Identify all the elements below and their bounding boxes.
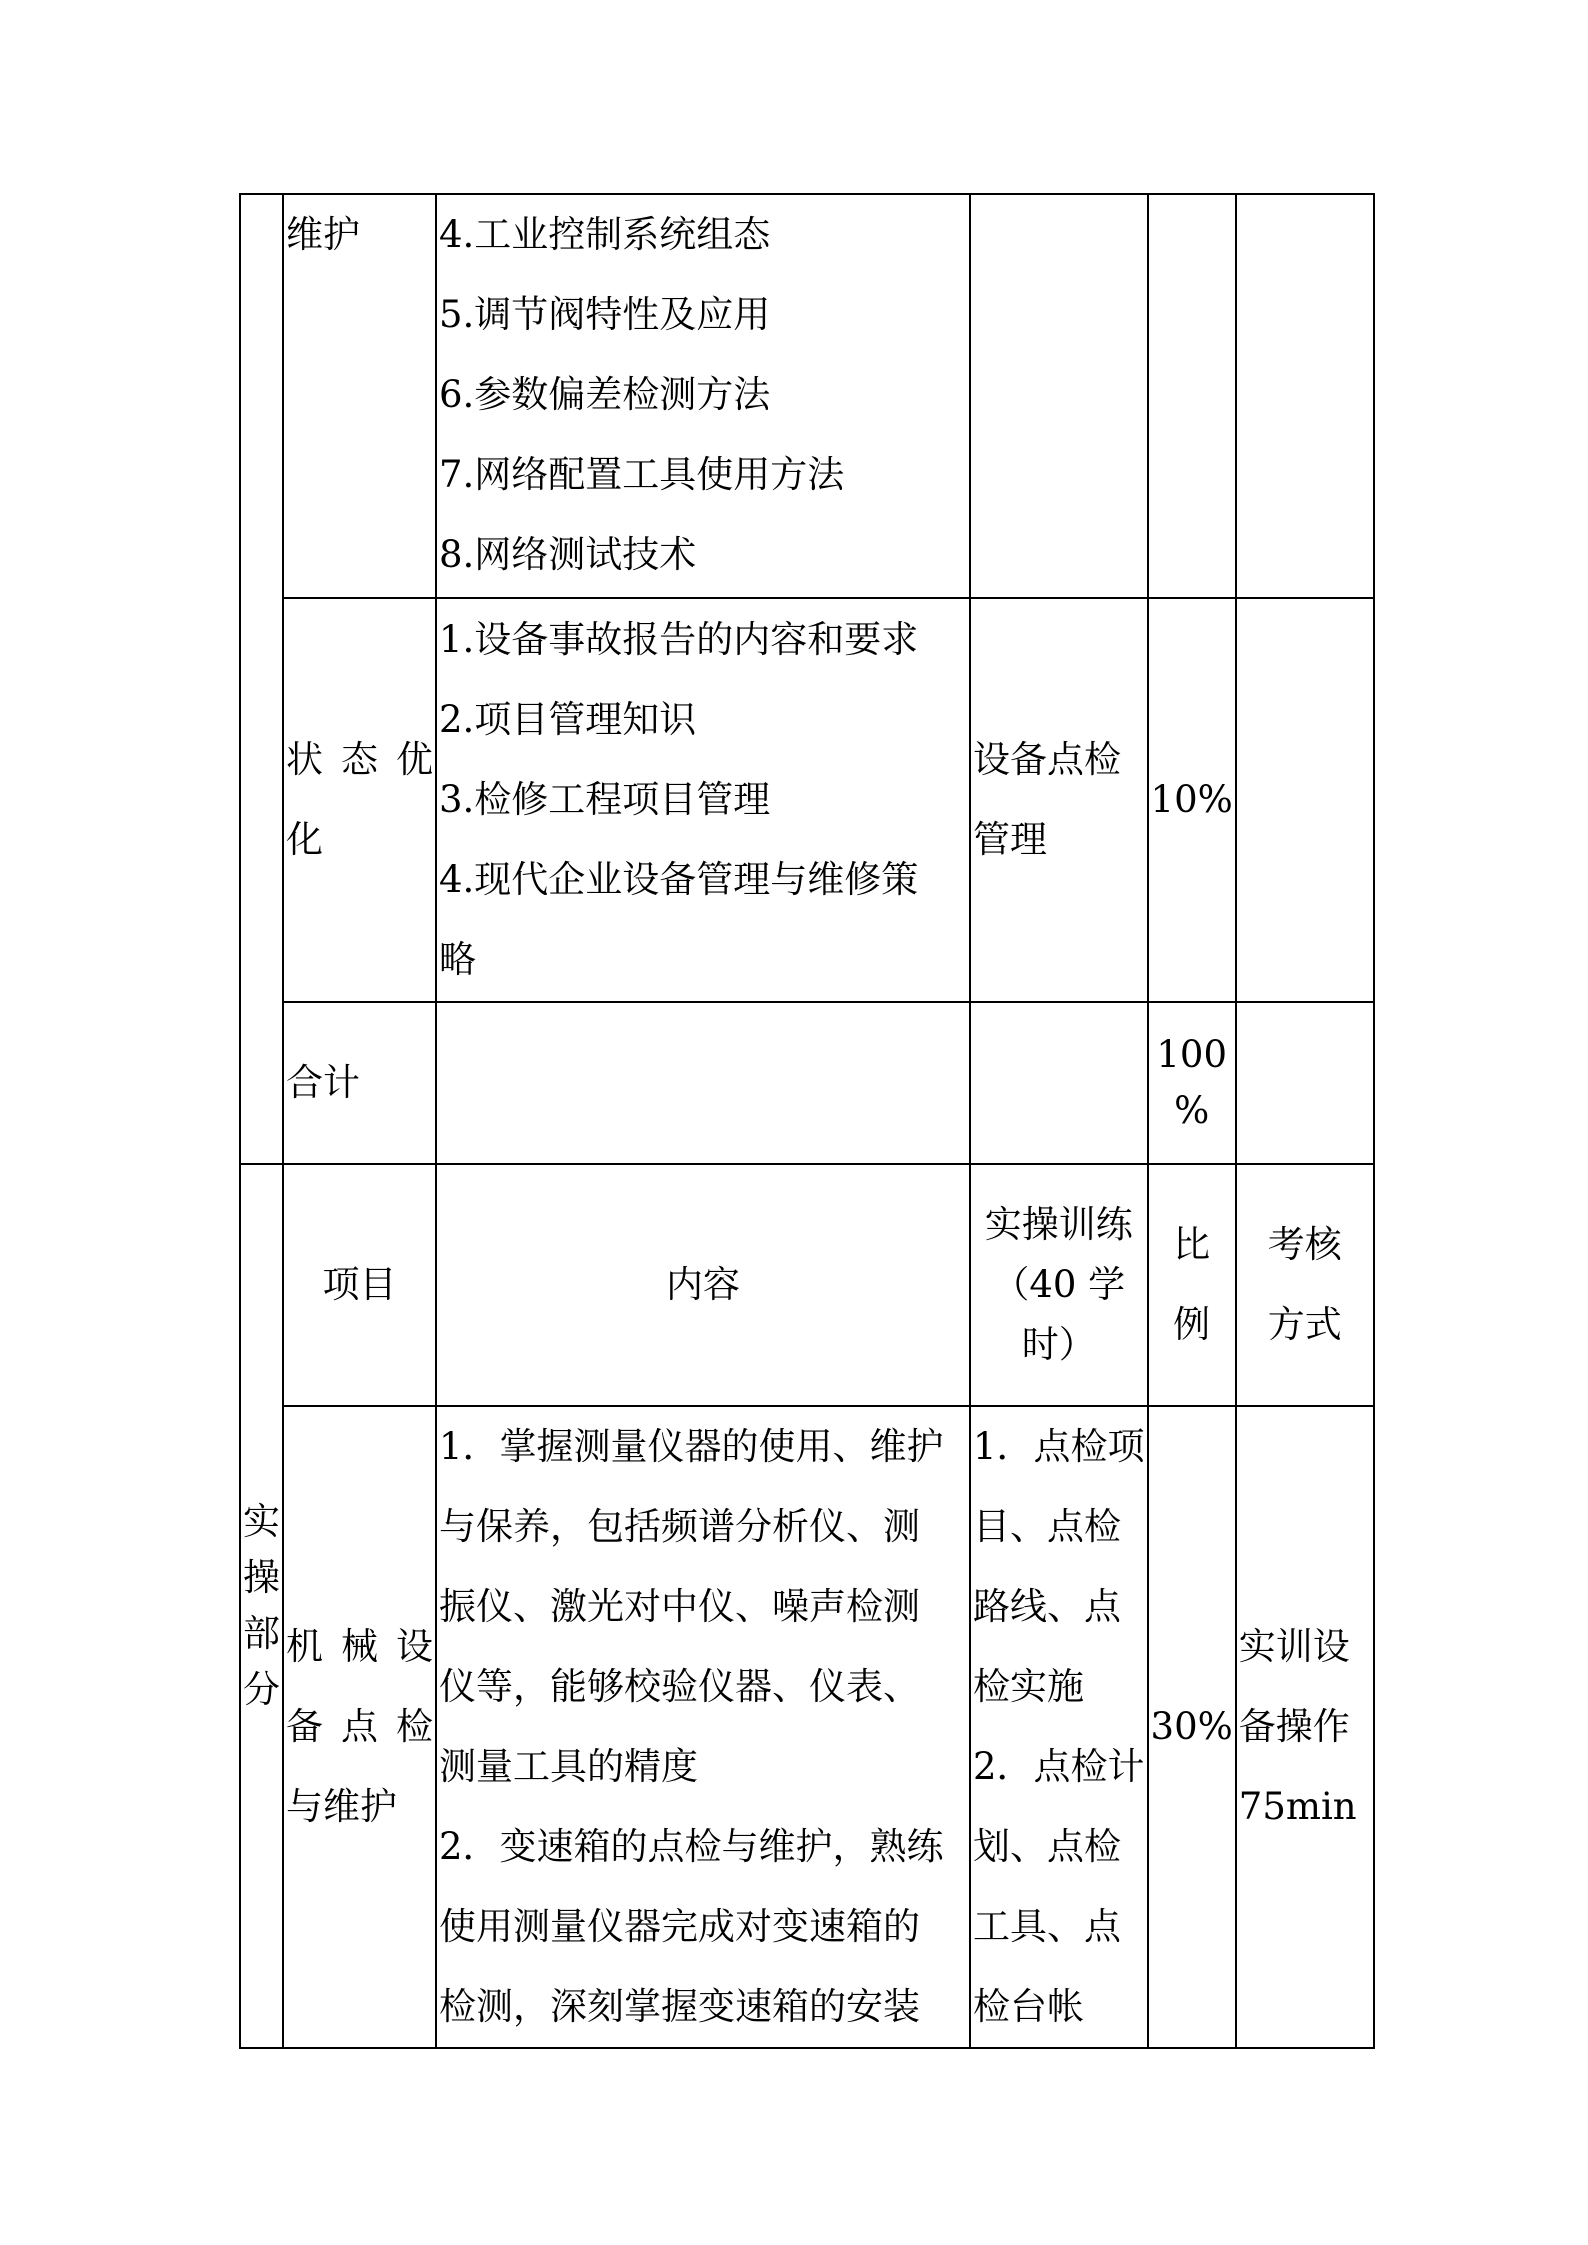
header-text: 例 — [1173, 1303, 1211, 1346]
item-text: 与维护 — [286, 1785, 397, 1828]
section-label-char: 分 — [243, 1668, 280, 1711]
header-text: 内容 — [666, 1263, 740, 1306]
training-line: 1．点检项 — [973, 1425, 1145, 1468]
item-text: 机 械 设 — [286, 1625, 433, 1668]
ratio-text: 10% — [1150, 778, 1233, 821]
content-line: 1.设备事故报告的内容和要求 — [439, 618, 919, 661]
training-cell — [970, 598, 1148, 1002]
assessment-cell — [1236, 1002, 1374, 1164]
training-text: 管理 — [973, 818, 1047, 861]
header-text: 实操训练 — [984, 1203, 1133, 1246]
header-content — [436, 1164, 970, 1406]
content-line: 5.调节阀特性及应用 — [439, 293, 771, 336]
content-line: 振仪、激光对中仪、噪声检测 — [439, 1585, 920, 1628]
table-row — [240, 598, 1374, 1002]
assessment-cell — [1236, 1406, 1374, 2048]
content-line: 仪等，能够校验仪器、仪表、 — [439, 1665, 920, 1708]
ratio-cell — [1148, 194, 1236, 598]
item-cell — [283, 598, 436, 1002]
training-plan-table — [239, 193, 1375, 2049]
item-text: 维护 — [286, 213, 360, 256]
item-cell — [283, 194, 436, 598]
content-line: 检测，深刻掌握变速箱的安装 — [439, 1985, 920, 2028]
content-line: 测量工具的精度 — [439, 1745, 698, 1788]
content-line: 2.项目管理知识 — [439, 698, 697, 741]
header-item — [283, 1164, 436, 1406]
training-line: 2．点检计 — [973, 1745, 1145, 1788]
header-text: 时） — [1021, 1323, 1096, 1366]
content-line: 2．变速箱的点检与维护，熟练 — [439, 1825, 944, 1868]
content-line: 8.网络测试技术 — [439, 533, 697, 576]
content-line: 6.参数偏差检测方法 — [439, 373, 771, 416]
ratio-text: 100 — [1156, 1033, 1227, 1076]
training-cell — [970, 194, 1148, 598]
table-row — [240, 1002, 1374, 1164]
content-line: 略 — [439, 938, 476, 981]
header-training — [970, 1164, 1148, 1406]
training-cell — [970, 1406, 1148, 2048]
item-text: 状 态 优 — [286, 738, 433, 781]
training-line: 目、点检 — [973, 1505, 1121, 1548]
assessment-cell — [1236, 598, 1374, 1002]
header-assessment — [1236, 1164, 1374, 1406]
content-line: 7.网络配置工具使用方法 — [439, 453, 845, 496]
content-line: 4.现代企业设备管理与维修策 — [439, 858, 919, 901]
header-text: 项目 — [322, 1263, 397, 1306]
item-text: 合计 — [286, 1061, 360, 1104]
ratio-text: 30% — [1150, 1705, 1233, 1748]
header-ratio — [1148, 1164, 1236, 1406]
ratio-text: % — [1174, 1089, 1210, 1132]
practical-section-label — [240, 1164, 283, 2048]
item-cell — [283, 1002, 436, 1164]
content-cell — [436, 1002, 970, 1164]
header-text: （40 学 — [992, 1263, 1126, 1306]
content-line: 与保养，包括频谱分析仪、测 — [439, 1505, 920, 1548]
ratio-cell — [1148, 1406, 1236, 2048]
assessment-text: 备操作 — [1238, 1705, 1350, 1748]
training-line: 路线、点 — [973, 1585, 1121, 1628]
assessment-text: 75min — [1238, 1785, 1357, 1828]
header-text: 方式 — [1267, 1303, 1342, 1346]
training-line: 划、点检 — [973, 1825, 1121, 1868]
table-header-row — [240, 1164, 1374, 1406]
ratio-cell — [1148, 598, 1236, 1002]
content-line: 4.工业控制系统组态 — [439, 213, 771, 256]
theory-section-cell — [240, 194, 283, 1164]
section-label-char: 部 — [243, 1612, 280, 1655]
header-text: 比 — [1173, 1223, 1211, 1266]
training-line: 检实施 — [973, 1665, 1084, 1708]
table-row — [240, 1406, 1374, 2048]
training-text: 设备点检 — [973, 738, 1121, 781]
training-cell — [970, 1002, 1148, 1164]
item-cell — [283, 1406, 436, 2048]
content-cell — [436, 194, 970, 598]
training-line: 工具、点 — [973, 1905, 1121, 1948]
item-text: 化 — [286, 818, 323, 861]
section-label-char: 实 — [243, 1500, 280, 1543]
table-row — [240, 194, 1374, 598]
content-cell — [436, 598, 970, 1002]
item-text: 备 点 检 — [286, 1705, 433, 1748]
content-line: 使用测量仪器完成对变速箱的 — [439, 1905, 920, 1948]
ratio-cell — [1148, 1002, 1236, 1164]
content-line: 1．掌握测量仪器的使用、维护 — [439, 1425, 944, 1468]
content-line: 3.检修工程项目管理 — [439, 778, 771, 821]
assessment-cell — [1236, 194, 1374, 598]
assessment-text: 实训设 — [1238, 1625, 1350, 1668]
section-label-char: 操 — [243, 1556, 280, 1599]
training-line: 检台帐 — [973, 1985, 1084, 2028]
header-text: 考核 — [1267, 1223, 1342, 1266]
content-cell — [436, 1406, 970, 2048]
